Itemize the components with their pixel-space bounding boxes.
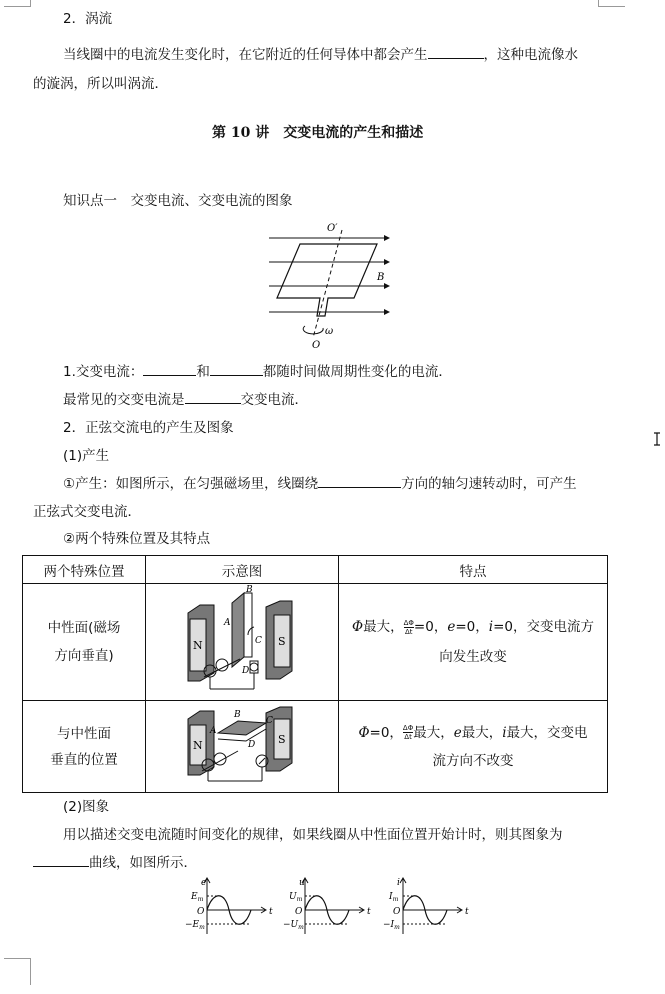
sine-plot-i xyxy=(379,876,475,938)
blank-graph[interactable] xyxy=(33,854,89,867)
position-line: 垂直的位置 xyxy=(50,751,118,768)
coil-loop xyxy=(277,244,377,316)
position-line: 方向垂直) xyxy=(54,648,114,664)
i-symbol: i xyxy=(502,724,507,741)
coil-label-a: A xyxy=(210,725,217,736)
page-corner-mark-top-left xyxy=(4,0,31,7)
label-o-prime: O′ xyxy=(327,223,338,234)
coil-label-c: C xyxy=(266,715,273,726)
gen-text-b: 方向的轴匀速转动时，可产生 xyxy=(401,476,577,492)
fraction-denominator: Δt xyxy=(404,627,413,636)
sine-plots-row xyxy=(183,876,483,938)
blank-eddy[interactable] xyxy=(428,46,484,59)
diagram-cell xyxy=(146,701,339,793)
x-axis-label: t xyxy=(269,907,273,917)
phi-symbol: Φ xyxy=(358,724,370,741)
feature-text: 最大，交变电 xyxy=(506,724,588,741)
text-cursor-icon xyxy=(653,432,661,446)
coil-label-c: C xyxy=(255,636,262,646)
delta-fraction xyxy=(404,619,414,636)
blank-def-2[interactable] xyxy=(210,363,263,376)
section2-heading: 2．正弦交流电的产生及图象 xyxy=(63,420,234,436)
position-cell xyxy=(23,701,146,793)
label-o: O xyxy=(312,340,321,351)
origin-label: O xyxy=(197,907,205,917)
eddy-line1-tail: ，这种电流像水 xyxy=(483,47,578,63)
def-text-c: 都随时间做周期性变化的电流． xyxy=(262,364,452,380)
def2-text-b: 交变电流． xyxy=(240,392,308,408)
table-header: 两个特殊位置 xyxy=(23,556,146,584)
x-axis-label: t xyxy=(367,907,371,917)
feature-line xyxy=(339,719,607,747)
phi-symbol: Φ xyxy=(352,619,364,635)
generation-line-2: 正弦式交变电流． xyxy=(33,504,141,520)
table-row xyxy=(23,701,608,793)
eddy-line-2: 的漩涡，所以叫涡流． xyxy=(33,76,168,92)
feature-line: 向发生改变 xyxy=(439,649,507,665)
eddy-line-1 xyxy=(63,43,578,63)
y-axis-label: u xyxy=(299,878,305,888)
feature-text: 最大， xyxy=(363,619,404,635)
blank-gen[interactable] xyxy=(318,475,401,488)
perpendicular-plane-diagram xyxy=(182,703,302,787)
feature-text: =0，交变电流方 xyxy=(493,619,594,635)
y-axis-label: e xyxy=(201,878,207,888)
special-positions-heading: ②两个特殊位置及其特点 xyxy=(63,531,211,547)
rotation-axis xyxy=(313,230,342,338)
lecture-title: 第 10 讲 交变电流的产生和描述 xyxy=(212,125,424,141)
coil-label-a: A xyxy=(224,618,231,628)
min-label: $-U_m$ xyxy=(283,920,304,931)
min-label: $-E_m$ xyxy=(185,920,205,931)
table-header: 示意图 xyxy=(146,556,339,584)
coil-label-b: B xyxy=(234,709,241,720)
origin-label: O xyxy=(393,907,401,917)
neutral-plane-diagram xyxy=(182,585,302,695)
fraction-numerator: ΔΦ xyxy=(402,724,414,732)
magnet-n-label: N xyxy=(193,738,203,752)
eddy-heading: 2．涡流 xyxy=(63,11,113,27)
feature-cell xyxy=(339,701,608,793)
feature-text: =0， xyxy=(413,619,448,635)
fraction-denominator: Δt xyxy=(404,733,412,741)
coil-label-d: D xyxy=(242,666,250,676)
label-b: B xyxy=(377,272,385,283)
blank-def-3[interactable] xyxy=(185,391,241,404)
position-cell xyxy=(23,584,146,701)
table-row xyxy=(23,584,608,701)
graph-desc-tail: 曲线，如图所示． xyxy=(89,855,197,871)
page-corner-mark-top-right xyxy=(598,0,625,7)
def-text-b: 和 xyxy=(196,364,210,380)
feature-line xyxy=(339,612,607,642)
i-symbol: i xyxy=(488,619,494,635)
def-text-a: 1.交变电流： xyxy=(63,364,144,380)
y-axis-label: i xyxy=(397,878,400,888)
feature-text: 最大， xyxy=(461,724,503,741)
label-omega: ω xyxy=(325,326,334,337)
coil-label-d: D xyxy=(248,739,256,750)
position-line: 与中性面 xyxy=(57,725,111,742)
def2-text-a: 最常见的交变电流是 xyxy=(63,392,185,408)
magnet-s-label: S xyxy=(278,732,286,746)
graph-desc-line-1: 用以描述交变电流随时间变化的规律，如果线圈从中性面位置开始计时，则其图象为 xyxy=(63,827,563,843)
generation-line-1 xyxy=(63,472,577,492)
special-positions-table xyxy=(22,555,608,793)
position-line: 中性面(磁场 xyxy=(47,620,121,636)
coil-in-field-figure xyxy=(265,220,395,352)
table-header-row xyxy=(23,556,608,584)
blank-def-1[interactable] xyxy=(143,363,196,376)
magnet-n-label: N xyxy=(193,639,203,652)
feature-text: =0， xyxy=(455,619,489,635)
sine-plot-u xyxy=(281,876,377,938)
knowledge-point-heading: 知识点一 交变电流、交变电流的图象 xyxy=(63,193,293,209)
e-symbol: e xyxy=(453,724,462,741)
fraction-numerator: ΔΦ xyxy=(403,618,414,627)
gen-text-a: ①产生：如图所示，在匀强磁场里，线圈绕 xyxy=(63,476,319,492)
origin-label: O xyxy=(295,907,303,917)
max-label: $U_m$ xyxy=(289,892,303,903)
graph-heading: (2)图象 xyxy=(63,799,110,815)
delta-fraction xyxy=(403,724,413,741)
page-corner-mark-bottom-left xyxy=(4,958,31,985)
feature-cell xyxy=(339,584,608,701)
section2-sub1: (1)产生 xyxy=(63,448,110,464)
max-label: $E_m$ xyxy=(191,892,204,903)
rotation-arrow xyxy=(303,326,323,334)
diagram-cell xyxy=(146,584,339,701)
graph-desc-line-2 xyxy=(33,851,197,871)
max-label: $I_m$ xyxy=(389,892,399,903)
e-symbol: e xyxy=(447,619,456,635)
eddy-line1-text: 当线圈中的电流发生变化时，在它附近的任何导体中都会产生 xyxy=(63,47,428,63)
feature-text: =0， xyxy=(369,724,403,741)
min-label: $-I_m$ xyxy=(383,920,400,931)
feature-text: 最大， xyxy=(413,724,454,741)
sine-plot-e xyxy=(183,876,279,938)
definition-line-1 xyxy=(63,360,452,380)
feature-line: 流方向不改变 xyxy=(432,752,514,769)
coil-label-b: B xyxy=(246,585,253,595)
x-axis-label: t xyxy=(465,907,469,917)
table-header: 特点 xyxy=(339,556,608,584)
magnet-s-label: S xyxy=(278,635,286,648)
definition-line-2 xyxy=(63,388,308,408)
